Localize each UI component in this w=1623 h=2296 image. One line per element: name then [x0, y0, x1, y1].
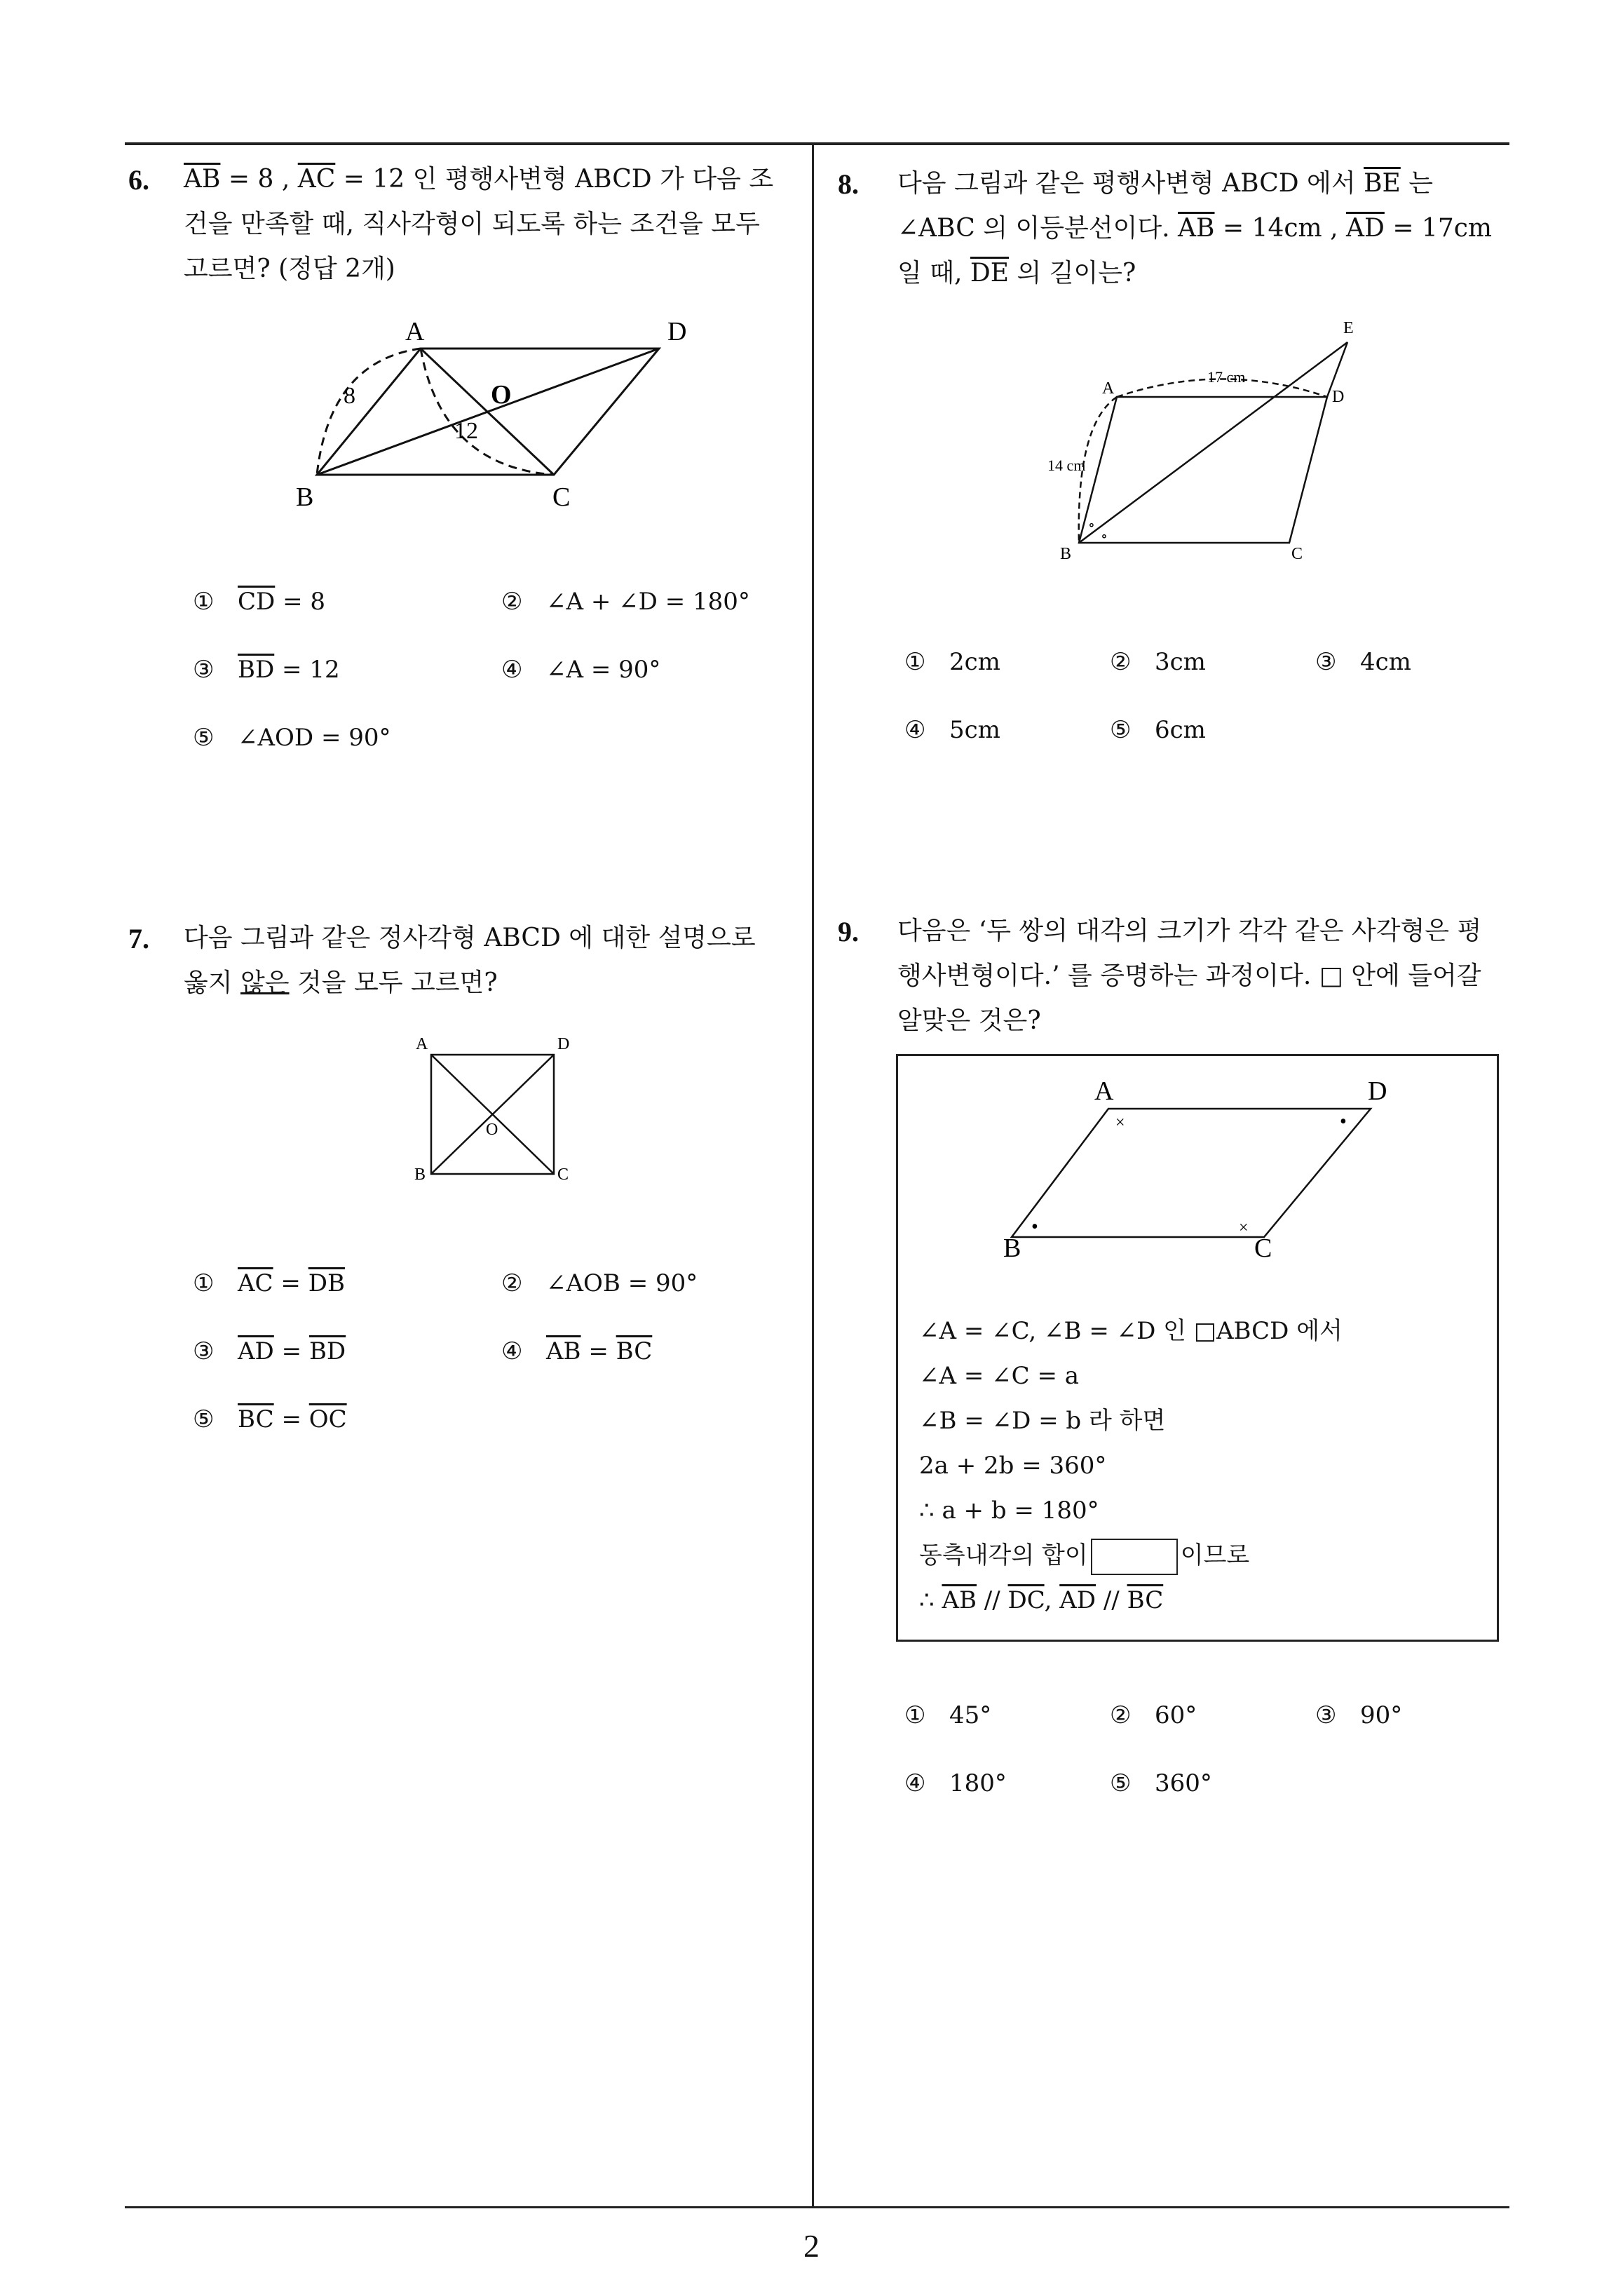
- q8-option-4[interactable]: ④ 5cm: [904, 716, 1000, 744]
- q9-option-1[interactable]: ① 45°: [904, 1701, 992, 1729]
- q9-option-4[interactable]: ④ 180°: [904, 1769, 1007, 1797]
- q6-option-4[interactable]: ④ ∠A = 90°: [501, 656, 661, 684]
- vertex-b: B: [1060, 545, 1072, 563]
- question-6-text: [184, 157, 801, 292]
- cross-mark-c: ×: [1239, 1219, 1249, 1237]
- proof-line-3: ∠B = ∠D = b 라 하면: [919, 1407, 1166, 1435]
- length-ac-label: 12: [454, 418, 478, 444]
- vertex-c: C: [1254, 1234, 1272, 1260]
- bottom-rule: [125, 2206, 1509, 2208]
- q6-option-1[interactable]: ① $\overline{CD} = 8$: [193, 588, 326, 616]
- q8-option-5[interactable]: ⑤ 6cm: [1110, 716, 1206, 744]
- q7-option-1[interactable]: ① $\overline{AC} = \overline{DB}$: [193, 1269, 345, 1297]
- vertex-a: A: [1094, 1077, 1114, 1106]
- vertex-c: C: [557, 1166, 569, 1184]
- q9-option-3[interactable]: ③ 90°: [1315, 1701, 1403, 1729]
- question-8-figure: [1045, 312, 1381, 565]
- question-9-text: [897, 909, 1514, 1044]
- vertex-b: B: [414, 1166, 426, 1184]
- vertex-b: B: [1003, 1234, 1021, 1260]
- q7-option-2[interactable]: ② ∠AOB = 90°: [501, 1269, 698, 1297]
- proof-line-2: ∠A = ∠C = a: [919, 1362, 1080, 1390]
- point-o: O: [486, 1121, 498, 1139]
- question-6-line-2: 건을 만족할 때, 직사각형이 되도록 하는 조건을 모두: [184, 210, 760, 238]
- proof-line-4: 2a + 2b = 360°: [919, 1452, 1107, 1480]
- vertex-d: D: [1368, 1077, 1387, 1106]
- length-ab-label: 14 cm: [1047, 457, 1086, 474]
- question-9-line-3: 알맞은 것은?: [897, 1006, 1041, 1035]
- question-6-line-3: 고르면? (정답 2개): [184, 255, 395, 283]
- question-7-line-2: 옳지 않은 것을 모두 고르면?: [184, 968, 498, 997]
- q6-option-3[interactable]: ③ $\overline{BD} = 12$: [193, 656, 340, 684]
- vertex-d: D: [1332, 388, 1345, 406]
- q6-option-2[interactable]: ② ∠A + ∠D = 180°: [501, 588, 750, 616]
- column-divider: [812, 142, 814, 2208]
- question-7-text: [184, 916, 801, 1006]
- dot-mark-b: •: [1031, 1216, 1038, 1238]
- angle-mark-1: ∘: [1088, 518, 1095, 533]
- top-rule: [125, 142, 1509, 145]
- cross-mark-a: ×: [1115, 1114, 1125, 1132]
- parallelogram-abcd: [1079, 397, 1327, 543]
- q8-option-2[interactable]: ② 3cm: [1110, 648, 1206, 676]
- q8-option-1[interactable]: ① 2cm: [904, 648, 1000, 676]
- angle-mark-2: ∘: [1101, 529, 1108, 544]
- point-o: O: [491, 380, 512, 410]
- vertex-c: C: [1291, 545, 1303, 563]
- q7-option-4[interactable]: ④ $\overline{AB} = \overline{BC}$: [501, 1337, 653, 1365]
- question-9-line-2: 행사변형이다.’ 를 증명하는 과정이다. □ 안에 들어갈: [897, 961, 1481, 990]
- q8-option-3[interactable]: ③ 4cm: [1315, 648, 1411, 676]
- question-7-number: 7.: [128, 923, 149, 954]
- question-6-line-1: $\overline{AB} = 8$ , $\overline{AC} = 12$ 인 평행사변형 ABCD 가 다음 조: [184, 165, 774, 194]
- length-ab-label: 8: [344, 383, 355, 409]
- length-ad-label: 17 cm: [1207, 368, 1246, 386]
- vertex-e: E: [1343, 319, 1354, 337]
- proof-line-5: ∴ a + b = 180°: [919, 1497, 1099, 1525]
- q6-option-5[interactable]: ⑤ ∠AOD = 90°: [193, 724, 391, 752]
- vertex-a: A: [1102, 379, 1115, 398]
- answer-blank[interactable]: [1091, 1539, 1178, 1575]
- proof-box: [896, 1054, 1499, 1642]
- question-6-figure: [280, 312, 715, 515]
- proof-line-7: ∴ $\overline{AB} // \overline{DC}$, $\overline{AD} // \overline{BC}$: [919, 1586, 1164, 1614]
- question-8-number: 8.: [838, 168, 859, 200]
- question-8-line-2: ∠ABC 의 이등분선이다. $\overline{AB} = 14cm$ , $\overline{AD} = 17cm$: [897, 214, 1493, 243]
- question-9-figure: [1003, 1077, 1396, 1260]
- q7-option-3[interactable]: ③ $\overline{AD} = \overline{BD}$: [193, 1337, 346, 1365]
- question-8-line-1: 다음 그림과 같은 평행사변형 ABCD 에서 $\overline{BE}$ 는: [897, 169, 1434, 198]
- vertex-b: B: [296, 482, 314, 512]
- proof-line-1: ∠A = ∠C, ∠B = ∠D 인 □ABCD 에서: [919, 1317, 1343, 1345]
- question-8-text: [897, 161, 1514, 296]
- question-7-figure: [410, 1032, 578, 1187]
- proof-text: [919, 1309, 1480, 1623]
- question-8-line-3: 일 때, $\overline{DE}$ 의 길이는?: [897, 259, 1136, 288]
- vertex-d: D: [667, 317, 687, 346]
- question-6-number: 6.: [128, 164, 149, 196]
- q9-option-5[interactable]: ⑤ 360°: [1110, 1769, 1212, 1797]
- dot-mark-d: •: [1340, 1111, 1347, 1133]
- question-7-line-1: 다음 그림과 같은 정사각형 ABCD 에 대한 설명으로: [184, 924, 756, 952]
- vertex-a: A: [416, 1035, 428, 1053]
- parallelogram-abcd: [1012, 1109, 1371, 1237]
- question-9-line-1: 다음은 ‘두 쌍의 대각의 크기가 각각 같은 사각형은 평: [897, 917, 1482, 945]
- q9-option-2[interactable]: ② 60°: [1110, 1701, 1197, 1729]
- vertex-c: C: [552, 482, 571, 512]
- proof-line-6: 동측내각의 합이 이므로: [919, 1533, 1480, 1578]
- q7-option-5[interactable]: ⑤ $\overline{BC} = \overline{OC}$: [193, 1405, 347, 1433]
- page-number: 2: [803, 2228, 820, 2264]
- vertex-d: D: [557, 1035, 570, 1053]
- vertex-a: A: [405, 317, 425, 346]
- question-9-number: 9.: [838, 916, 859, 947]
